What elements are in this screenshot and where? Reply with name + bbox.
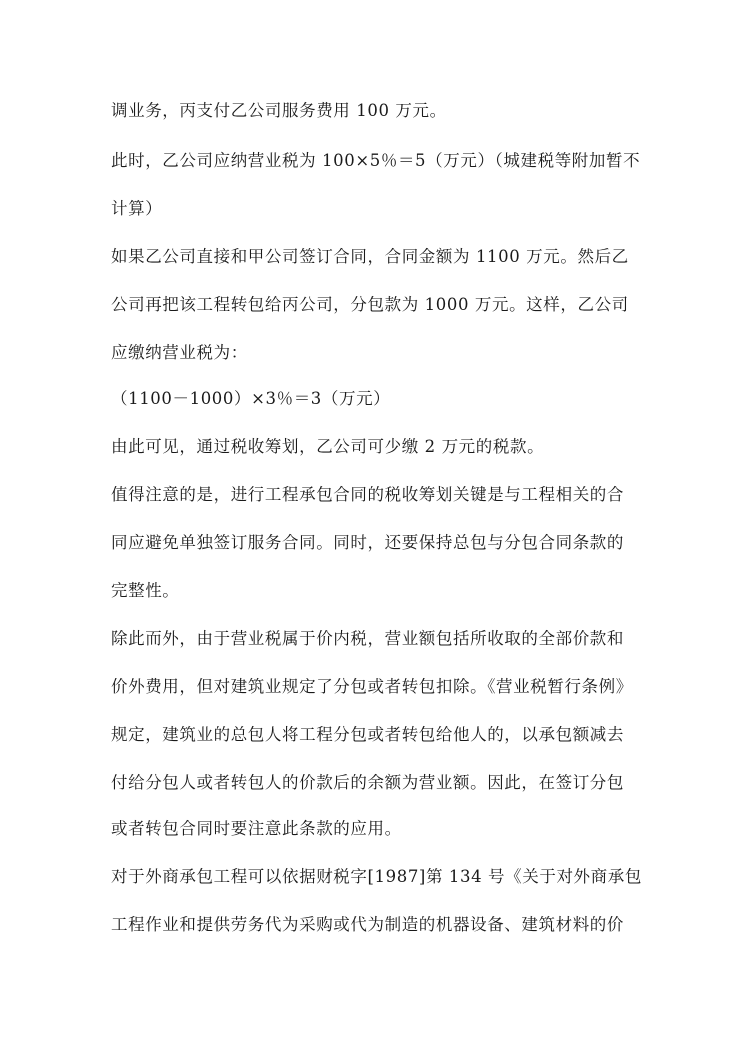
text-line-12: 除此而外，由于营业税属于价内税，营业额包括所收取的全部价款和	[111, 629, 624, 648]
text-line-16: 或者转包合同时要注意此条款的应用。	[111, 819, 402, 838]
text-line-17: 对于外商承包工程可以依据财税字[1987]第 134 号《关于对外商承包	[111, 867, 642, 886]
text-line-3: 计算）	[111, 199, 163, 218]
text-line-10: 同应避免单独签订服务合同。同时，还要保持总包与分包合同条款的	[111, 533, 624, 552]
text-line-13: 价外费用，但对建筑业规定了分包或者转包扣除。《营业税暂行条例》	[111, 677, 633, 696]
text-line-8: 由此可见，通过税收筹划，乙公司可少缴 2 万元的税款。	[111, 437, 545, 456]
text-line-14: 规定，建筑业的总包人将工程分包或者转包给他人的，以承包额减去	[111, 725, 624, 744]
text-line-11: 完整性。	[111, 581, 180, 600]
text-line-2: 此时，乙公司应纳营业税为 100×5％＝5（万元）（城建税等附加暂不	[111, 151, 641, 170]
text-line-6: 应缴纳营业税为：	[111, 343, 248, 362]
text-line-7: （1100－1000）×3％＝3（万元）	[111, 389, 391, 408]
text-line-18: 工程作业和提供劳务代为采购或代为制造的机器设备、建筑材料的价	[111, 915, 624, 934]
text-line-5: 公司再把该工程转包给丙公司，分包款为 1000 万元。这样，乙公司	[111, 295, 629, 314]
text-line-9: 值得注意的是，进行工程承包合同的税收筹划关键是与工程相关的合	[111, 485, 624, 504]
text-line-4: 如果乙公司直接和甲公司签订合同，合同金额为 1100 万元。然后乙	[111, 247, 629, 266]
text-line-15: 付给分包人或者转包人的价款后的余额为营业额。因此，在签订分包	[111, 773, 624, 792]
text-line-1: 调业务，丙支付乙公司服务费用 100 万元。	[111, 101, 447, 120]
